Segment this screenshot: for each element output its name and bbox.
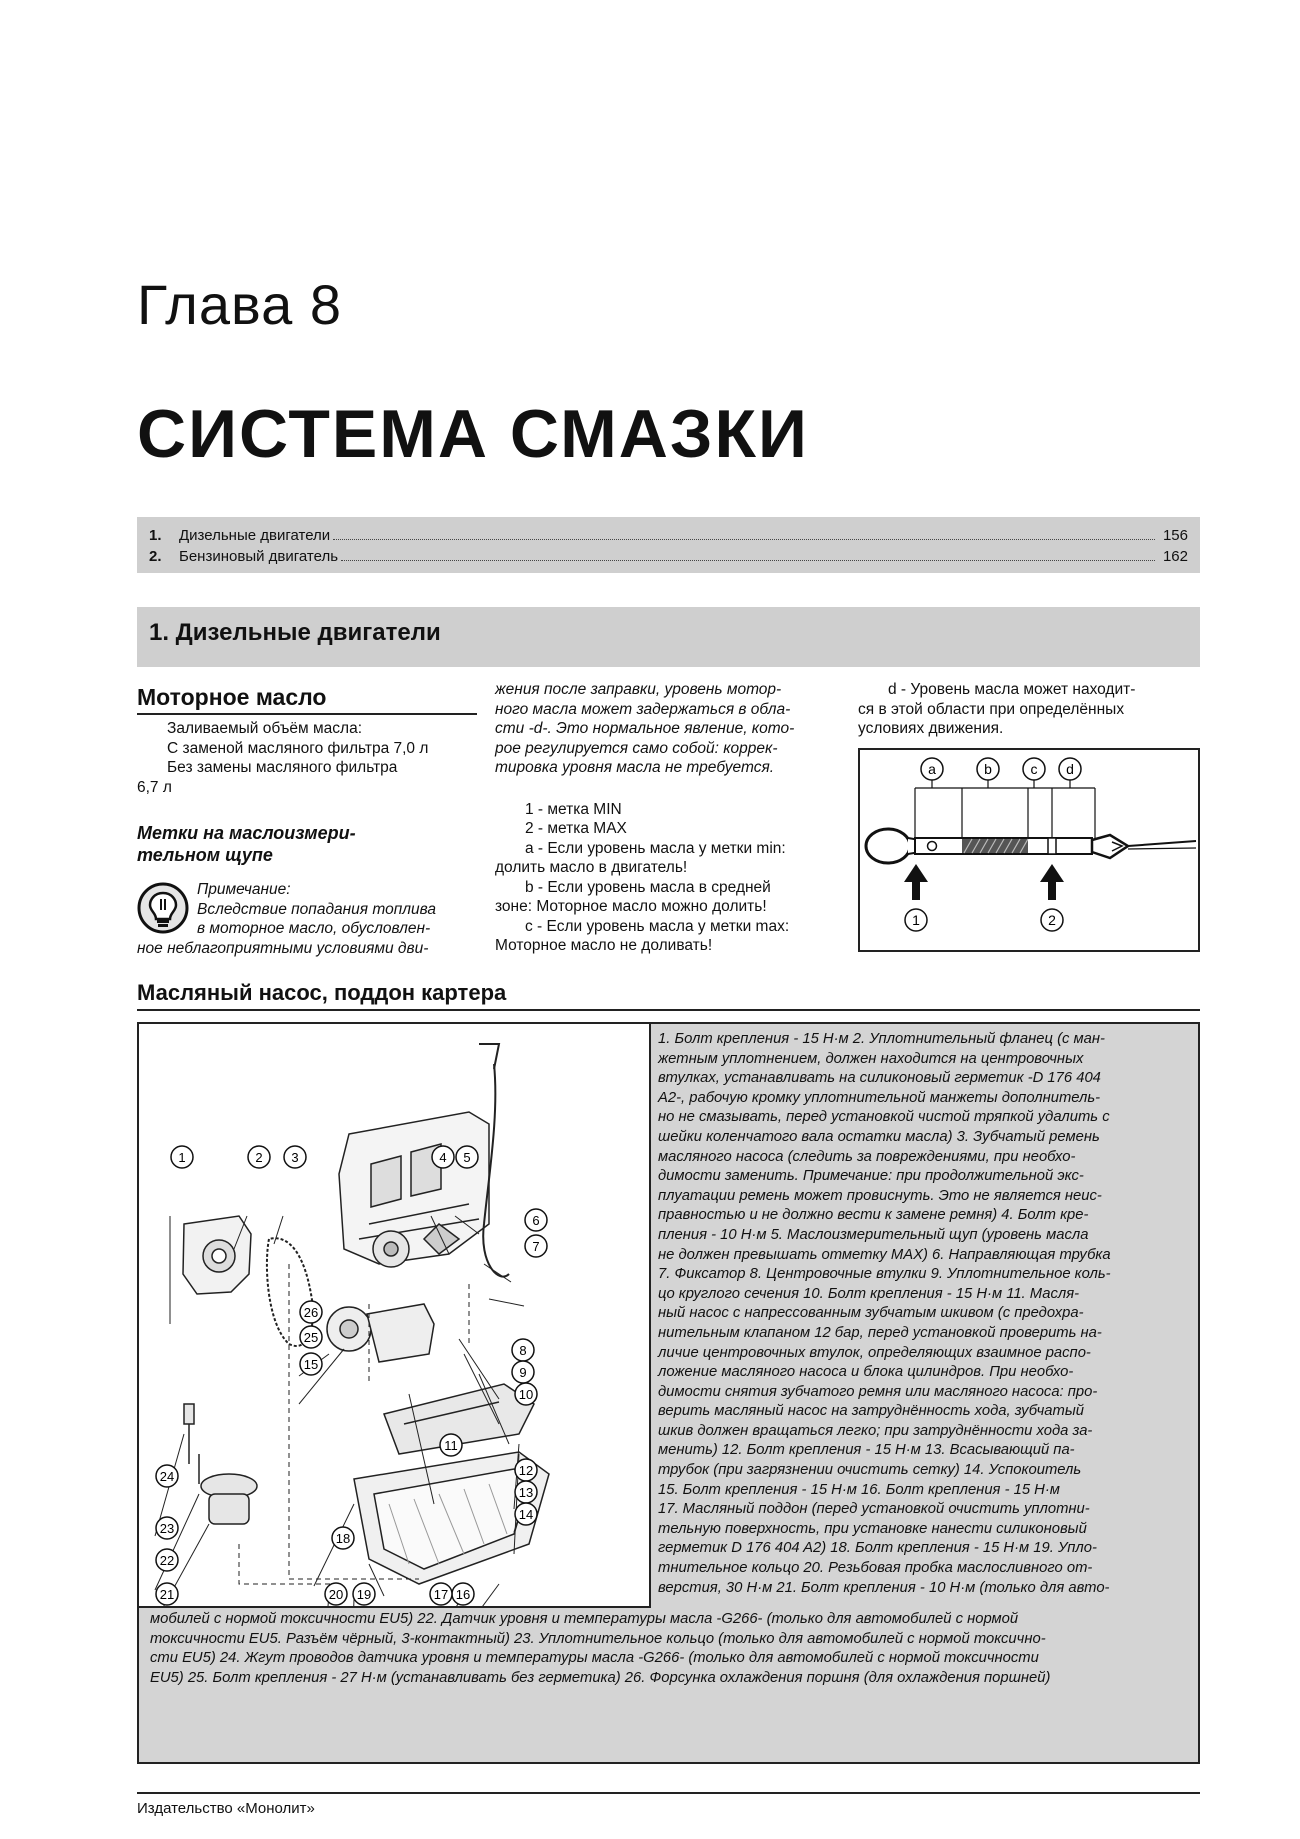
callout-6 (525, 1209, 547, 1231)
toc-number: 2. (149, 548, 162, 565)
dipstick-diagram (860, 750, 1198, 950)
oil-volume-with-filter: С заменой масляного фильтра 7,0 л (167, 739, 429, 757)
note-block (137, 880, 477, 958)
legend-line: ный насос с напрессованным зубчатым шкивом (с предохра- (658, 1305, 1084, 1322)
legend-zone-d: d - Уровень масла может находит- (888, 681, 1136, 698)
dipstick-figure (858, 748, 1200, 952)
svg-text:26: 26 (303, 1305, 319, 1320)
toc-number: 1. (149, 527, 162, 544)
toc-row[interactable] (149, 545, 1188, 565)
zone-callout-c (1023, 758, 1045, 780)
svg-text:2: 2 (1048, 912, 1056, 928)
callout-5 (456, 1146, 478, 1168)
legend-line: мобилей с нормой токсичности EU5) 22. Датчик уровня и температуры масла -G266- (только для автомобилей с нормой (150, 1611, 1019, 1627)
callout-4 (432, 1146, 454, 1168)
sealing-flange (183, 1216, 251, 1294)
callout-15 (300, 1353, 322, 1375)
svg-text:12: 12 (518, 1463, 534, 1478)
svg-text:2: 2 (255, 1150, 263, 1165)
note-line: ное неблагоприятными условиями дви- (137, 939, 429, 957)
svg-text:9: 9 (519, 1365, 527, 1380)
legend-line: ложение масляного насоса и блока цилиндров. При необхо- (658, 1364, 1074, 1381)
callout-25 (300, 1326, 322, 1348)
publisher: Издательство «Монолит» (137, 1800, 315, 1817)
callout-16 (452, 1583, 474, 1605)
toc-page: 156 (1162, 527, 1188, 544)
legend-zone-d-cont: ся в этой области при определённых (858, 700, 1125, 718)
dipstick-marks-heading-line: Метки на маслоизмери- (137, 823, 356, 843)
callout-19 (353, 1583, 375, 1605)
callout-26 (300, 1301, 322, 1323)
legend-line: нительным клапаном 12 бар, перед установкой проверить на- (658, 1324, 1102, 1341)
callout-13 (515, 1481, 537, 1503)
dipstick-marks-heading-line: тельном щупе (137, 845, 273, 865)
zone-brackets (915, 780, 1095, 840)
callout-23 (156, 1517, 178, 1539)
legend-line: плуатации ремень может провиснуть. Это не является неис- (658, 1187, 1102, 1204)
svg-text:20: 20 (328, 1587, 344, 1602)
svg-text:25: 25 (303, 1330, 319, 1345)
legend-line: цо круглого сечения 10. Болт крепления - 15 Н·м 11. Масля- (658, 1285, 1080, 1302)
dipstick-rod (915, 835, 1196, 858)
min-mark-arrow (904, 864, 928, 931)
note-continuation-line: тировка уровня масла не требуется. (495, 759, 775, 776)
svg-text:8: 8 (519, 1343, 527, 1358)
svg-text:19: 19 (356, 1587, 372, 1602)
svg-text:1: 1 (912, 912, 920, 928)
legend-line: верить масляный насос на затруднённость хода, зубчатый (658, 1403, 1084, 1420)
legend-zone-c: c - Если уровень масла у метки max: (525, 917, 790, 935)
svg-text:c: c (1030, 761, 1038, 777)
legend-line: тнительное кольцо 20. Резьбовая пробка маслосливного от- (658, 1560, 1093, 1577)
callout-3 (284, 1146, 306, 1168)
legend-zone-a: a - Если уровень масла у метки min: (525, 839, 786, 857)
legend-line: менить) 12. Болт крепления - 15 Н·м 13. Всасывающий па- (658, 1442, 1075, 1459)
callout-12 (515, 1459, 537, 1481)
legend-line: втулках, устанавливать на силиконовый герметик -D 176 404 (658, 1070, 1101, 1087)
exploded-view (139, 1024, 651, 1608)
chapter-title: СИСТЕМА СМАЗКИ (137, 396, 809, 472)
legend-zone-d-cont: условиях движения. (858, 720, 1004, 737)
legend-line: EU5) 25. Болт крепления - 27 Н·м (устанавливать без герметика) 26. Форсунка охлаждения поршня (для охлаждения поршней) (150, 1669, 1051, 1686)
toc-row[interactable] (149, 524, 1188, 544)
legend-zone-c-cont: Моторное масло не доливать! (495, 937, 713, 954)
legend-line: трубок (при загрязнении очистить сетку) 14. Успокоитель (658, 1462, 1082, 1479)
callout-24 (156, 1465, 178, 1487)
legend-zone-b: b - Если уровень масла в средней (525, 878, 771, 896)
svg-text:14: 14 (518, 1507, 534, 1522)
legend-line: 15. Болт крепления - 15 Н·м 16. Болт крепления - 15 Н·м (658, 1481, 1060, 1498)
legend-line: верстия, 30 Н·м 21. Болт крепления - 10 Н·м (только для авто- (658, 1579, 1110, 1596)
svg-text:4: 4 (439, 1150, 447, 1165)
note-continuation-line: сти -d-. Это нормальное явление, кото- (495, 720, 795, 737)
note-continuation-line: жения после заправки, уровень мотор- (495, 681, 782, 698)
zone-callout-d (1059, 758, 1081, 780)
max-mark-arrow (1040, 864, 1064, 931)
oil-level-sensor (184, 1404, 257, 1524)
legend-line: димости заменить. Примечание: при продолжительной экс- (658, 1168, 1084, 1185)
note-line: в моторное масло, обусловлен- (197, 920, 431, 937)
callout-17 (430, 1583, 452, 1605)
section-header (137, 607, 1200, 667)
note-continuation (495, 680, 840, 778)
svg-text:23: 23 (159, 1521, 175, 1536)
svg-text:b: b (984, 761, 992, 777)
legend-zone-a-cont: долить масло в двигатель! (495, 859, 688, 876)
legend-line: шкив должен вращаться легко; при затруднённости хода за- (658, 1422, 1093, 1439)
toc-leader (341, 560, 1155, 561)
legend-line: шейки коленчатого вала остатки масла) 3. Зубчатый ремень (658, 1128, 1100, 1145)
callout-18 (332, 1527, 354, 1549)
legend-zone-b-cont: зоне: Моторное масло можно долить! (495, 898, 767, 915)
chapter-label: Глава 8 (137, 273, 342, 336)
legend-line: масляного насоса (следить за повреждениями, при необхо- (658, 1148, 1076, 1165)
heading-rule (137, 713, 477, 715)
callout-11 (440, 1434, 462, 1456)
legend-bottom (150, 1610, 1193, 1688)
legend-max-mark: 2 - метка MAX (525, 820, 627, 837)
toc-page: 162 (1162, 548, 1188, 565)
oil-volume-block (137, 719, 477, 797)
note-line: Вследствие попадания топлива (197, 900, 436, 918)
callout-7 (525, 1235, 547, 1257)
callout-20 (325, 1583, 347, 1605)
svg-text:13: 13 (518, 1485, 534, 1500)
svg-text:1: 1 (178, 1150, 186, 1165)
toc-title: Дизельные двигатели (179, 527, 331, 544)
right-column (858, 680, 1200, 739)
svg-text:17: 17 (433, 1587, 449, 1602)
oil-volume-label: Заливаемый объём масла: (167, 720, 362, 737)
zone-callout-a (921, 758, 943, 780)
legend-line: сти EU5) 24. Жгут проводов датчика уровня и температуры масла -G266- (только для автомобилей с нормой токсичности (150, 1650, 1039, 1667)
legend-line: A2-, рабочую кромку уплотнительной манжеты дополнитель- (658, 1089, 1101, 1106)
svg-text:d: d (1066, 761, 1074, 777)
toc-title: Бензиновый двигатель (179, 548, 339, 565)
legend-right (658, 1030, 1193, 1598)
callout-14 (515, 1503, 537, 1525)
callout-22 (156, 1549, 178, 1571)
svg-text:5: 5 (463, 1150, 471, 1165)
legend-line: 7. Фиксатор 8. Центровочные втулки 9. Уплотнительное коль- (658, 1266, 1111, 1283)
oil-volume-without-filter-value: 6,7 л (137, 778, 172, 796)
svg-text:a: a (928, 761, 936, 777)
legend-min-mark: 1 - метка MIN (525, 800, 622, 818)
dipstick-handle (866, 829, 920, 863)
table-of-contents (137, 517, 1200, 573)
engine-block (339, 1112, 489, 1267)
legend-line: жетным уплотнением, должен находится на центровочных (658, 1050, 1084, 1067)
pump-section-heading: Масляный насос, поддон картера (137, 980, 507, 1005)
heading-rule (137, 1009, 1200, 1011)
exploded-view-diagram (139, 1024, 649, 1606)
legend-line: 17. Масляный поддон (перед установкой очистить уплотни- (658, 1501, 1090, 1518)
callout-2 (248, 1146, 270, 1168)
legend-line: 1. Болт крепления - 15 Н·м 2. Уплотнительный фланец (с ман- (658, 1031, 1105, 1047)
svg-text:10: 10 (518, 1387, 534, 1402)
legend-line: не должен превышать отметку MAX) 6. Направляющая трубка (658, 1246, 1111, 1263)
svg-text:6: 6 (532, 1213, 540, 1228)
svg-text:11: 11 (444, 1438, 458, 1453)
section-title: 1. Дизельные двигатели (149, 619, 441, 646)
svg-text:7: 7 (532, 1239, 540, 1254)
svg-text:22: 22 (159, 1553, 175, 1568)
callout-9 (512, 1361, 534, 1383)
legend-line: токсичности EU5. Разъём чёрный, 3-контактный) 23. Уплотнительное кольцо (только для автомобилей с нормой токсично- (150, 1630, 1046, 1647)
oil-volume-without-filter: Без замены масляного фильтра (167, 759, 398, 776)
oil-pump (327, 1304, 434, 1362)
svg-text:18: 18 (335, 1531, 351, 1546)
callout-8 (512, 1339, 534, 1361)
note-continuation-line: рое регулируется само собой: коррек- (495, 739, 778, 757)
svg-text:21: 21 (159, 1587, 175, 1602)
dipstick-marks-heading (137, 822, 477, 866)
motor-oil-heading: Моторное масло (137, 684, 327, 710)
legend-line: димости снятия зубчатого ремня или масляного насоса: про- (658, 1383, 1098, 1400)
svg-text:3: 3 (291, 1150, 299, 1165)
legend-line: правностью и не должно вести к замене ремня) 4. Болт кре- (658, 1207, 1089, 1224)
legend-line: пления - 10 Н·м 5. Маслоизмерительный щуп (уровень масла (658, 1226, 1089, 1243)
note-label: Примечание: (197, 881, 291, 898)
middle-column (495, 680, 840, 956)
zone-callout-b (977, 758, 999, 780)
callout-1 (171, 1146, 193, 1168)
callout-21 (156, 1583, 178, 1605)
footer-rule (137, 1792, 1200, 1794)
legend-line: но не смазывать, перед установкой чистой тряпкой удалить с (658, 1109, 1110, 1126)
svg-text:16: 16 (455, 1587, 471, 1602)
legend-line: личие центровочных втулок, определяющих взаимное распо- (658, 1344, 1091, 1361)
note-continuation-line: ного масла может задержаться в обла- (495, 700, 791, 718)
svg-text:24: 24 (159, 1469, 175, 1484)
svg-text:15: 15 (303, 1357, 319, 1372)
legend-line: тельную поверхность, при установке нанести силиконовый (658, 1520, 1087, 1537)
toc-leader (333, 539, 1155, 540)
legend-line: герметик D 176 404 A2) 18. Болт крепления - 15 Н·м 19. Упло- (658, 1540, 1097, 1557)
callout-10 (515, 1383, 537, 1405)
